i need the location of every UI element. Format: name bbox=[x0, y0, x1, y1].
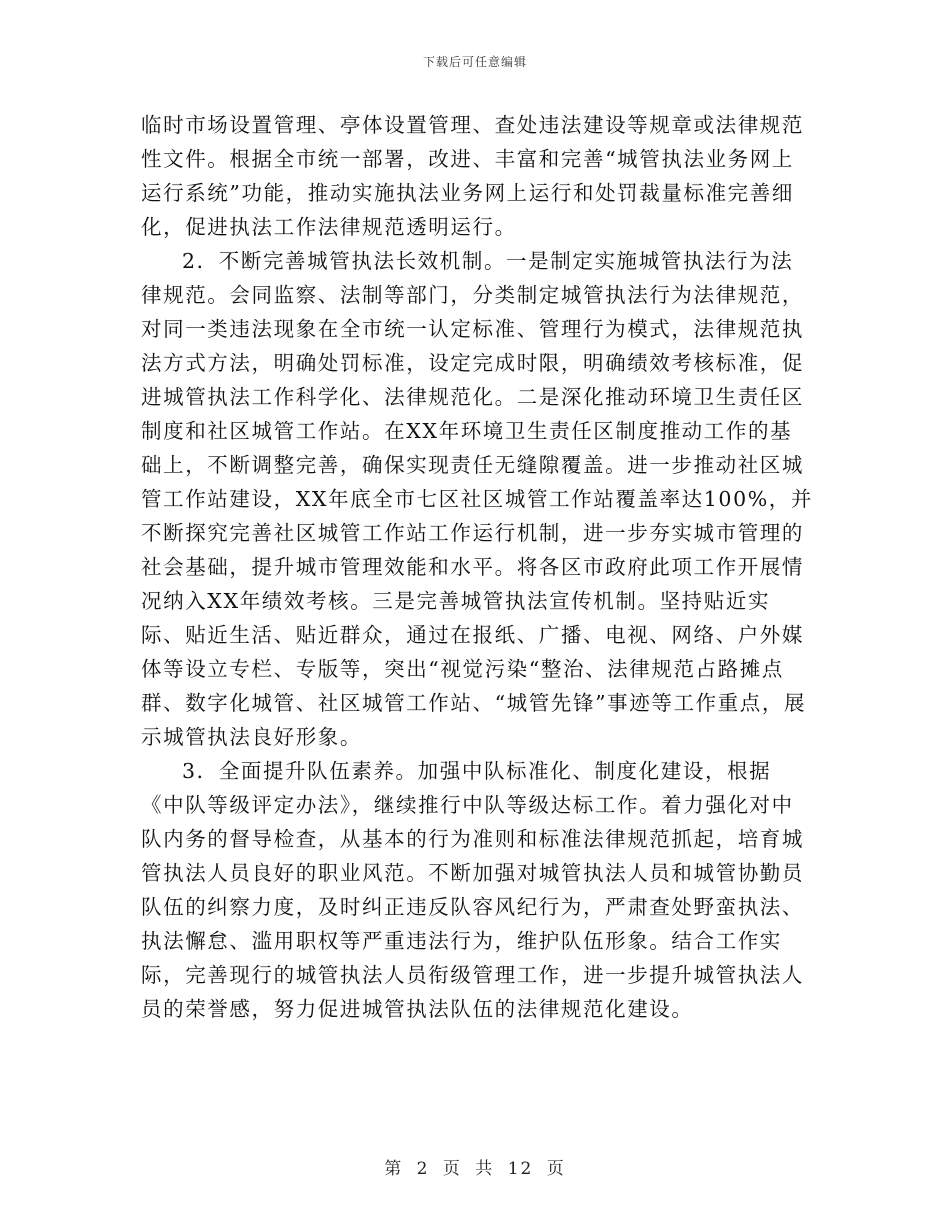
document-body bbox=[141, 108, 813, 1026]
paragraph-item-2: 2．不断完善城管执法长效机制。一是制定实施城管执法行为法律规范。会同监察、法制等部门，分类制定城管执法行为法律规范，对同一类违法现象在全市统一认定标准、管理行为模式，法律规范执法方式方法，明确处罚标准，设定完成时限，明确绩效考核标准，促进城管执法工作科学化、法律规范化。二是深化推动环境卫生责任区制度和社区城管工作站。在XX年环境卫生责任区制度推动工作的基础上，不断调整完善，确保实现责任无缝隙覆盖。进一步推动社区城管工作站建设，XX年底全市七区社区城管工作站覆盖率达100%，并不断探究完善社区城管工作站工作运行机制，进一步夯实城市管理的社会基础，提升城市管理效能和水平。将各区市政府此项工作开展情况纳入XX年绩效考核。三是完善城管执法宣传机制。坚持贴近实际、贴近生活、贴近群众，通过在报纸、广播、电视、网络、户外媒体等设立专栏、专版等，突出“视觉污染“整治、法律规范占路摊点群、数字化城管、社区城管工作站、“城管先锋”事迹等工作重点，展示城管执法良好形象。 bbox=[141, 249, 813, 749]
paragraph-item-3: 3．全面提升队伍素养。加强中队标准化、制度化建设，根据《中队等级评定办法》，继续推行中队等级达标工作。着力强化对中队内务的督导检查，从基本的行为准则和标准法律规范抓起，培育城管执法人员良好的职业风范。不断加强对城管执法人员和城管协勤员队伍的纠察力度，及时纠正违反队容风纪行为，严肃查处野蛮执法、执法懈怠、滥用职权等严重违法行为，维护队伍形象。结合工作实际，完善现行的城管执法人员衔级管理工作，进一步提升城管执法人员的荣誉感，努力促进城管执法队伍的法律规范化建设。 bbox=[141, 759, 804, 1021]
page-number-footer: 第 2 页 共 12 页 bbox=[384, 1159, 566, 1179]
header-note: 下载后可任意编辑 bbox=[422, 55, 527, 69]
paragraph-continuation: 临时市场设置管理、亭体设置管理、查处违法建设等规章或法律规范性文件。根据全市统一部署，改进、丰富和完善“城管执法业务网上运行系统”功能，推动实施执法业务网上运行和处罚裁量标准完善细化，促进执法工作法律规范透明运行。 bbox=[141, 113, 804, 239]
